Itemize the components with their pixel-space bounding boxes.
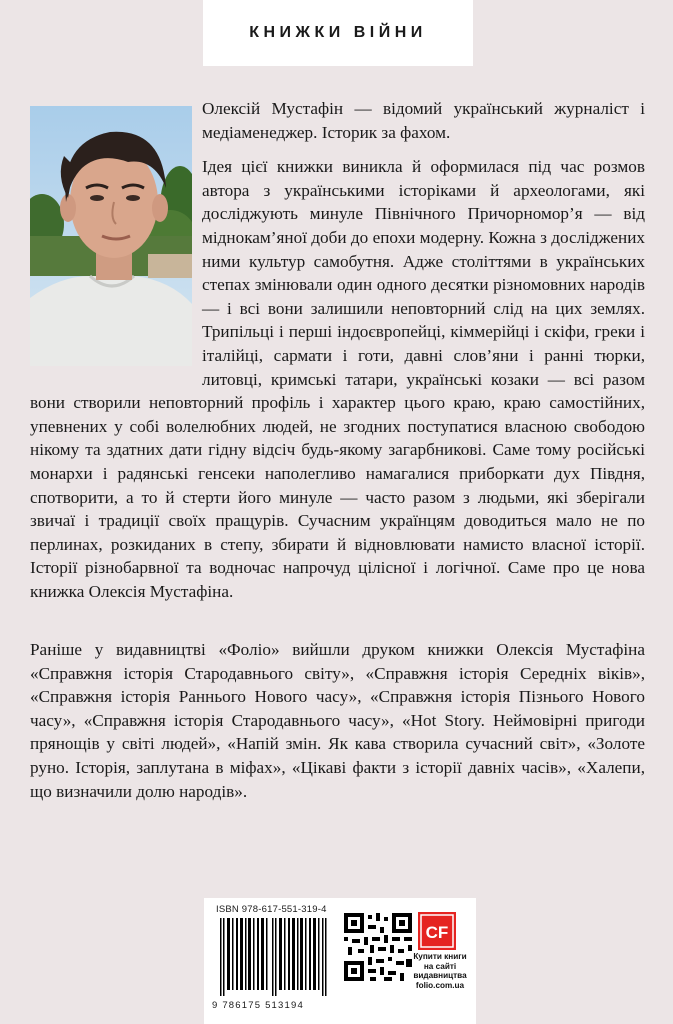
- publisher-logo-icon: [418, 912, 456, 950]
- buy-books-text: Купити книги на сайті видавництва folio.com.ua: [413, 952, 467, 990]
- author-bio: Олексій Мустафін — відомий український журналіст і медіаменеджер. Історик за фахом.: [202, 99, 645, 142]
- barcode-area: [204, 898, 476, 1024]
- previous-books: Раніше у видавництві «Фоліо» вийшли друком книжки Олексія Мустафіна «Справжня історія Стародавнього світу», «Справжня історія Середніх віків», «Справжня історія Раннього Нового часу», «Справжня історія Пізнього Нового часу», «Справжня історія Стародавнього часу», «Hot Story. Неймовірні пригоди прянощів у світі людей», «Напій змін. Як кава створила сучасний світ», «Золоте руно. Історія, заплутана в міфах», «Цікаві факти з історії давніх часів», «Халепи, що визначили долю народів».: [30, 640, 645, 801]
- book-description: Ідея цієї книжки виникла й оформилася під час розмов автора з українськими історіками й археологами, які досліджують минуле Північного Причорномор’я — від міднокам’яної доби до епохи модерну. Кожна з досліджених ними культур самобутня. Адже століттями в українських степах змінювали один одного десятки різномовних народів — і всі вони залишили неповторний слід на цих землях. Трипільці і перші індоєвропейці, кіммерійці і скіфи, греки і італійці, сармати і готи, давні слов’яни і ранні тюрки, литовці, кримські татари, українські козаки — всі разом вони створили неповторний профіль і характер цього краю, краю самостійних, упевнених у собі волелюбних людей, не згодних поступатися власною свободою нікому та здатних дати гідну відсіч будь-якому загарбникові. Саме тому російські монархи і радянські генсеки наполегливо намагалися приборкати дух Півдня, спотворити, а то й стерти його минуле — часто разом з людьми, які зберігали звичаї і традиції своїх пращурів. Сучасним українцям доводиться мало не по перлинах, розкиданих в степу, збирати й відновлювати намисто власної історії. Історії різнобарвної та водночас напрочуд цілісної і логічної. Саме про це нова книжка Олексія Мустафіна.: [30, 157, 645, 601]
- ean-digits: 9 786175 513194: [212, 1000, 304, 1011]
- isbn-text: ISBN 978-617-551-319-4: [216, 904, 327, 915]
- barcode-image: [216, 918, 334, 996]
- photo-spacer: [30, 97, 202, 387]
- series-title: КНИЖКИ ВІЙНИ: [249, 24, 427, 41]
- series-header: [203, 0, 473, 66]
- publisher-logo-text: CF: [425, 923, 449, 942]
- main-text: [30, 97, 645, 603]
- qr-code: [344, 913, 412, 981]
